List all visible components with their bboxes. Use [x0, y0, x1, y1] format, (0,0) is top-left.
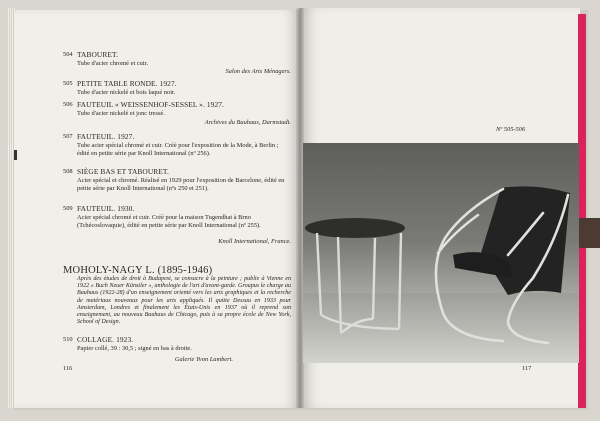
entry-number: 506	[63, 101, 73, 108]
entry-description: Acier spécial et chromé. Réalisé en 1929 pour l'exposition de Barcelone, édité en petite série par Knoll International (nºs 250 et 251).	[77, 177, 285, 192]
catalogue-entry	[63, 205, 291, 249]
entry-credit: Salon des Arts Ménagers.	[225, 68, 291, 75]
entry-number: 505	[63, 80, 73, 87]
entry-credit: Knoll International, France.	[218, 238, 291, 245]
catalogue-entry	[63, 336, 291, 366]
page-number-right: 117	[522, 365, 532, 372]
entry-title: COLLAGE. 1923.	[77, 335, 134, 344]
catalogue-entry	[63, 133, 291, 165]
catalogue-entry	[63, 80, 291, 98]
entry-description: Tube d'acier nickelé et jonc tressé.	[77, 110, 165, 117]
entry-title: TABOURET.	[77, 50, 119, 59]
entry-number: 509	[63, 205, 73, 212]
entry-credit: Galerie Yvon Lambert.	[174, 356, 233, 363]
entry-description: Tube acier spécial chromé et cuir. Créé pour l'exposition de la Mode, à Berlin ; édité en petite série par Knoll International (nº 256).	[77, 142, 279, 157]
entry-title: FAUTEUIL. 1927.	[77, 132, 135, 141]
entry-credit: Archives du Bauhaus, Darmstadt.	[204, 119, 291, 126]
artist-heading: MOHOLY-NAGY L. (1895-1946)	[63, 265, 213, 276]
catalogue-entry	[63, 168, 291, 200]
page-number-left: 116	[63, 365, 73, 372]
entry-number: 507	[63, 133, 73, 140]
round-table-top	[305, 218, 405, 238]
catalogue-entry	[63, 101, 291, 127]
entry-description: Acier spécial chromé et cuir. Créé pour la maison Tugendhat à Brno (Tchécoslovaquie), édité en petite série par Knoll International (nº 255).	[77, 214, 261, 229]
entry-title: SIÈGE BAS ET TABOURET.	[77, 167, 169, 176]
entry-description: Tube d'acier nickelé et bois laqué noir.	[77, 89, 176, 96]
entry-title: FAUTEUIL « WEISSENHOF-SESSEL ». 1927.	[77, 100, 224, 109]
entry-title: PETITE TABLE RONDE. 1927.	[77, 79, 177, 88]
furniture-photograph-drawing	[303, 143, 579, 363]
photo-reference: Nº 505-506	[496, 126, 526, 133]
entry-description: Tube d'acier chromé et cuir.	[77, 60, 149, 67]
entry-number: 508	[63, 168, 73, 175]
entry-description: Papier collé, 39 : 30,5 ; signé en bas à droite.	[77, 345, 192, 352]
entry-title: FAUTEUIL. 1930.	[77, 204, 135, 213]
entry-number: 510	[63, 336, 73, 343]
artist-biography: Après des études de droit à Budapest, se consacre à la peinture ; publie à Vienne en 1922 « Buch Neuer Künstler », anthologie de l'art d'avant-garde. Groupus le charge au Bauhaus (1922-28) d'un enseignement orienté vers les arts graphiques et la recherche de matériaux nouveaux pour les arts appliqués. Il quitte Dessau en 1933 pour Amsterdam, Londres et finalement les États-Unis en 1937 où il reprend son enseignement, au nouveau Bauhaus de Chicago, puis à sa propre école de New York, School of Design.	[77, 276, 291, 326]
red-page-edge	[578, 14, 586, 408]
entry-number: 504	[63, 51, 73, 58]
furniture-photograph	[303, 143, 579, 363]
catalogue-entry	[63, 51, 291, 77]
margin-mark	[14, 150, 17, 160]
